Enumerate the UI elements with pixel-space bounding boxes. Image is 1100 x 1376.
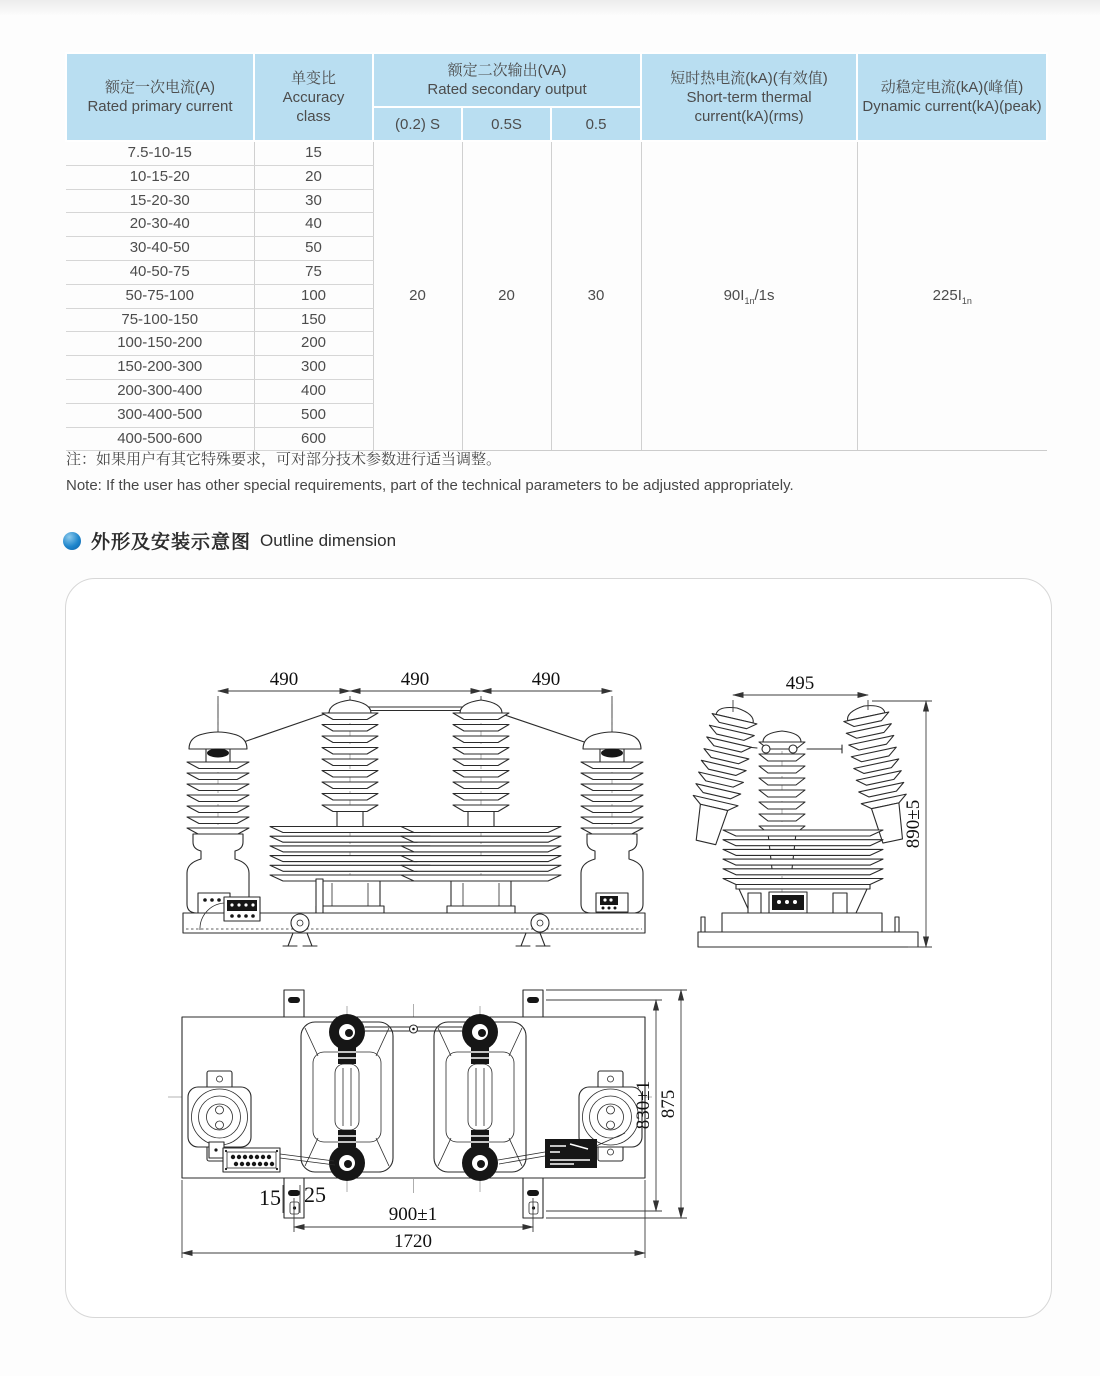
cell-output-02s: 20 [373,141,462,451]
dim-900: 900±1 [388,1204,438,1225]
header-secondary-zh: 额定二次输出(VA) [447,62,567,79]
cell-output-05: 30 [551,141,641,451]
blue-sphere-icon [63,532,81,550]
cell-thermal-current: $90I_{1n}/1s$ [641,141,857,451]
table-row: 75-100-150 150 [66,308,1047,332]
dim-830: 830±1 [633,1080,654,1130]
section-header [63,527,396,554]
plan-view [168,990,687,1258]
table-row: 300-400-500 500 [66,403,1047,427]
table-row: 150-200-300 300 [66,356,1047,380]
spec-table [65,52,1048,451]
table-row: 200-300-400 400 [66,379,1047,403]
header-secondary-output [373,53,641,107]
table-row: 400-500-600 600 [66,427,1047,451]
dim-1720: 1720 [394,1231,432,1252]
plan-terminal-box-right [545,1139,597,1168]
header-thermal-en2: current(kA)(rms) [694,107,804,125]
cell-ratio: 15 [254,141,373,165]
header-primary-current [66,53,254,141]
front-view [183,669,645,946]
note-en: Note: If the user has other special requirements, part of the technical parameters to be adjusted appropriately. [66,477,794,494]
dim-875: 875 [658,1089,679,1119]
header-dynamic-current [857,53,1047,141]
table-row: 15-20-30 30 [66,189,1047,213]
table-row: 40-50-75 75 [66,260,1047,284]
header-primary-en: Rated primary current [87,98,233,115]
header-secondary-en: Rated secondary output [427,81,587,98]
header-dynamic-zh: 动稳定电流(kA)(峰值) [880,79,1024,96]
header-ratio-en1: Accuracy [282,88,345,106]
dim-25: 25 [304,1182,326,1207]
header-primary-zh: 额定一次电流(A) [105,79,215,96]
note-zh: 注：如果用户有其它特殊要求，可对部分技术参数进行适当调整。 [66,451,502,468]
cell-primary: 7.5-10-15 [66,141,254,165]
header-ratio-zh: 单变比 [290,69,336,87]
side-view [684,673,932,947]
header-thermal-current [641,53,857,141]
note-block [66,447,794,499]
header-accuracy-class [254,53,373,141]
cell-output-05s: 20 [462,141,551,451]
table-row: 10-15-20 20 [66,165,1047,189]
cell-dynamic-current: $225I_{1n}$ [857,141,1047,451]
front-terminal-box-right [596,893,628,912]
table-row: 20-30-40 40 [66,213,1047,237]
table-row: 50-75-100 100 [66,284,1047,308]
outline-drawing [65,578,1052,1318]
section-title-zh: 外形及安装示意图 [91,532,252,553]
dim-490-right: 490 [531,669,561,690]
header-ratio-en2: class [296,107,331,125]
header-thermal-en1: Short-term thermal [686,88,812,106]
header-dynamic-en: Dynamic current(kA)(peak) [862,98,1042,115]
dim-490-middle: 490 [400,669,430,690]
dim-15: 15 [259,1185,281,1210]
section-title-en: Outline dimension [260,530,397,550]
table-row [66,141,1047,165]
table-row: 100-150-200 200 [66,332,1047,356]
dim-490-left: 490 [269,669,299,690]
side-terminal-box [769,892,807,913]
dim-495: 495 [785,673,815,694]
subheader-02s: (0.2) S [373,107,462,141]
subheader-05s: 0.5S [462,107,551,141]
table-row: 30-40-50 50 [66,237,1047,261]
header-thermal-zh: 短时热电流(kA)(有效值) [670,69,828,87]
dim-890: 890±5 [903,799,924,849]
subheader-05: 0.5 [551,107,641,141]
